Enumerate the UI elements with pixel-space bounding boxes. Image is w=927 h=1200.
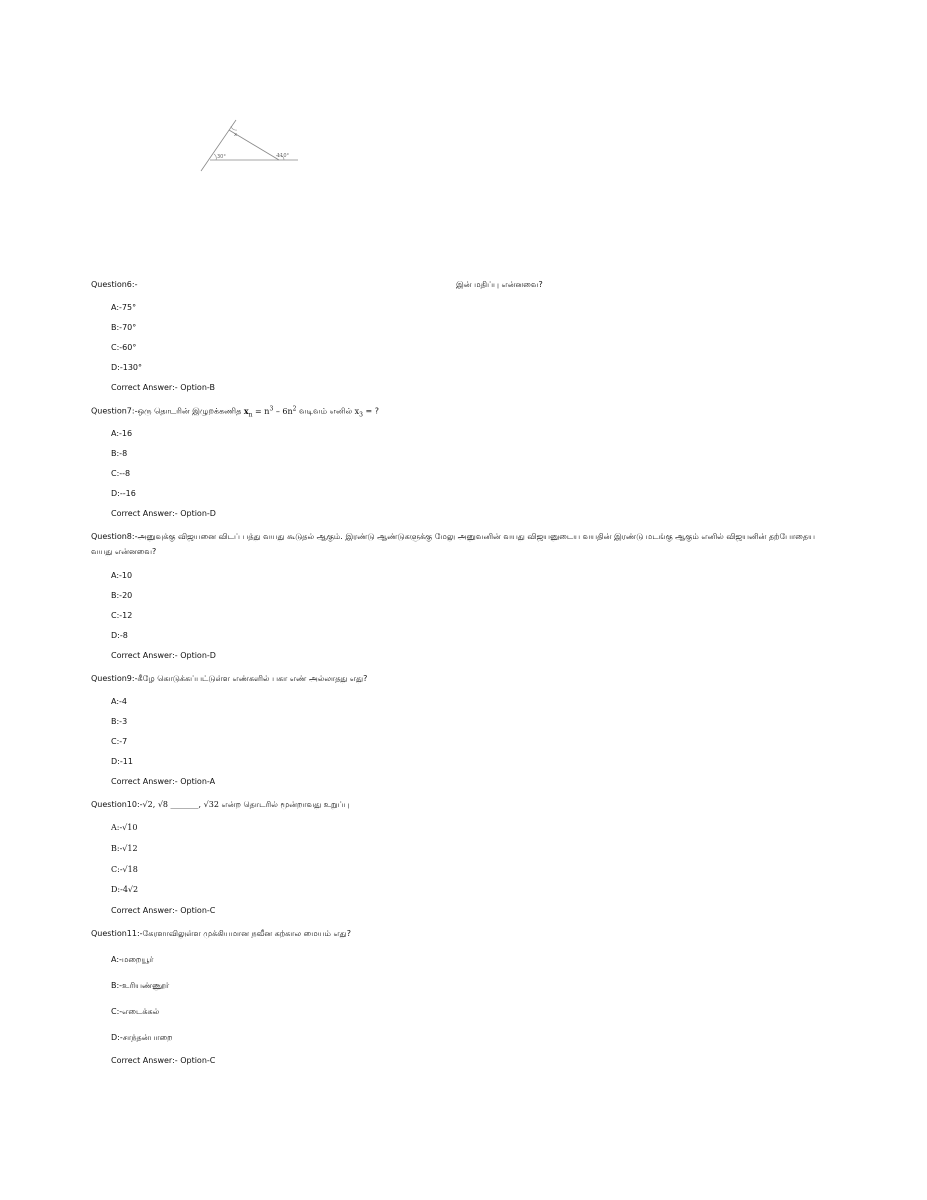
option-b[interactable]: B:-உரியண்ணூர் [111, 981, 170, 990]
option-a[interactable]: A:-75° [111, 303, 137, 312]
question-text: கீழே கொடுக்கப்பட்டுள்ள எண்களில் பகா எண் அல்லாதது எது? [137, 674, 368, 683]
correct-answer: Correct Answer:- Option-D [111, 509, 216, 518]
question-9 [91, 674, 367, 684]
option-d[interactable]: D:-4√2 [111, 885, 139, 894]
question-text: கேரளாவிலுள்ள முக்கியமான நவீன கற்கால மையம் எது? [142, 929, 351, 938]
question-7 [91, 405, 379, 418]
triangle-side-left [201, 120, 236, 171]
option-b[interactable]: B:-70° [111, 323, 137, 332]
option-c[interactable]: C:-12 [111, 611, 133, 620]
question-label: Question10:- [91, 800, 143, 809]
option-c[interactable]: C:-7 [111, 737, 128, 746]
question-text: ஒரு தொடரின் இழுறக்கணித [137, 406, 242, 416]
option-a[interactable]: A:-மறையூர் [111, 955, 154, 964]
option-a[interactable]: A:-10 [111, 571, 133, 580]
option-a[interactable]: A:-√10 [111, 823, 138, 832]
option-d[interactable]: D:-8 [111, 631, 128, 640]
question-label: Question6:- [91, 280, 138, 289]
formula-x3: $x_3$ [354, 406, 363, 419]
correct-answer: Correct Answer:- Option-C [111, 1056, 216, 1065]
question-text: √2, √8 _______, √32 என்ற தொடரில் மூன்றாவது உறுப்பு [142, 800, 350, 809]
option-c[interactable]: C:-60° [111, 343, 137, 352]
question-6-text: இன் மதிப்பு என்னவை? [456, 280, 543, 289]
question-label: Question9:- [91, 674, 138, 683]
question-11 [91, 929, 351, 939]
option-d[interactable]: D:--16 [111, 489, 136, 498]
option-a[interactable]: A:-4 [111, 697, 128, 706]
option-c[interactable]: C:--8 [111, 469, 131, 478]
option-a[interactable]: A:-16 [111, 429, 133, 438]
question-10 [91, 800, 350, 810]
correct-answer: Correct Answer:- Option-A [111, 777, 216, 786]
option-d[interactable]: D:-11 [111, 757, 133, 766]
question-text: அனுவுக்கு விஜயனை விடப் பத்து வயது கூடுதல் ஆகும். இரண்டு ஆண்டுகளுக்கு மேலு அனுவனின் வயது விஜயனுடைய வயதின் இரண்டு மடங்கு ஆகும் எனில் விஜயனின் தற்போதைய வயது என்னவை? [91, 532, 815, 556]
angle-label-30: 30° [217, 154, 226, 160]
correct-answer: Correct Answer:- Option-C [111, 906, 216, 915]
option-d[interactable]: D:-130° [111, 363, 143, 372]
option-d[interactable]: D:-சாந்தன்பாறை [111, 1033, 173, 1042]
question-8 [91, 529, 826, 559]
angle-label-x: x [234, 132, 237, 138]
option-b[interactable]: B:-√12 [111, 844, 138, 853]
question-6 [91, 280, 137, 289]
correct-answer: Correct Answer:- Option-D [111, 651, 216, 660]
angle-label-110: 110° [277, 153, 290, 159]
question-text-2: வடிவம் எனில் [298, 406, 353, 416]
formula: $x_n = n^3 - 6n^2$ [243, 405, 297, 419]
option-b[interactable]: B:-8 [111, 449, 128, 458]
question-label: Question7:- [91, 406, 138, 416]
triangle-figure [198, 118, 302, 174]
question-label: Question11:- [91, 929, 143, 938]
option-c[interactable]: C:-எடைக்கல் [111, 1007, 160, 1016]
correct-answer: Correct Answer:- Option-B [111, 383, 215, 392]
option-c[interactable]: C:-√18 [111, 865, 138, 874]
question-text-3: = ? [365, 406, 380, 416]
option-b[interactable]: B:-20 [111, 591, 133, 600]
option-b[interactable]: B:-3 [111, 717, 128, 726]
question-label: Question8:- [91, 532, 138, 541]
